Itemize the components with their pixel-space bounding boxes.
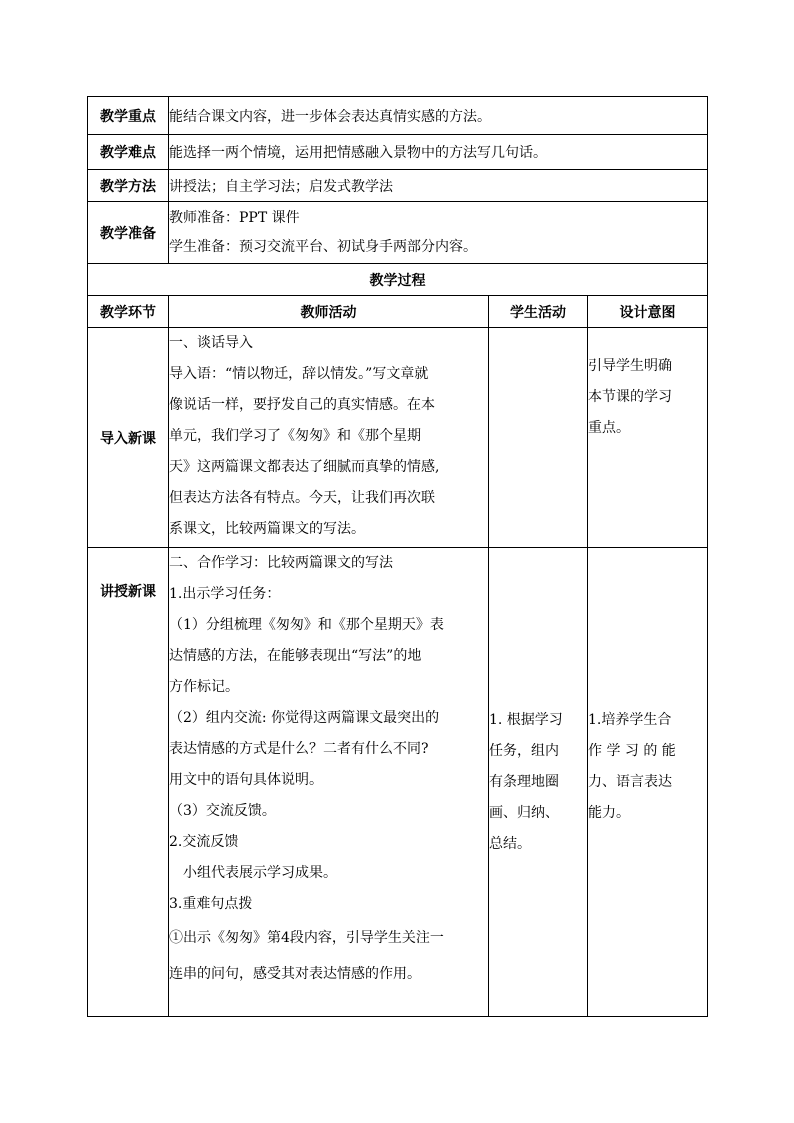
student-preparation: 学生准备：预习交流平台、初试身手两部分内容。 bbox=[169, 238, 477, 255]
text-line: 总结。 bbox=[489, 836, 531, 852]
row-process-title bbox=[88, 264, 708, 296]
text-line: 引导学生明确 bbox=[588, 358, 672, 374]
text-line: 连串的问句，感受其对表达情感的作用。 bbox=[169, 966, 421, 982]
intro-stage-label: 导入新课 bbox=[88, 328, 169, 548]
header-design-intent: 设计意图 bbox=[588, 296, 708, 328]
text-line: （1）分组梳理《匆匆》和《那个星期天》表 bbox=[169, 617, 444, 633]
text-line: 二、合作学习：比较两篇课文的写法 bbox=[169, 555, 393, 571]
text-line: 画、归纳、 bbox=[489, 805, 559, 821]
text-line: 3.重难句点拨 bbox=[169, 896, 253, 912]
text-line: 表达情感的方式是什么？二者有什么不同? bbox=[169, 741, 429, 757]
text-line: 本节课的学习 bbox=[588, 389, 672, 405]
teach-design-intent bbox=[588, 548, 708, 1017]
teach-stage-text: 讲授新课 bbox=[100, 584, 156, 600]
text-line: 达情感的方法，在能够表现出“写法”的地 bbox=[169, 648, 422, 664]
text-line: 导入语：“情以物迁，辞以情发。”写文章就 bbox=[169, 366, 429, 382]
text-line: 用文中的语句具体说明。 bbox=[169, 772, 323, 788]
intro-teacher-activity bbox=[169, 328, 489, 548]
text-line: 但表达方法各有特点。今天，让我们再次联 bbox=[169, 490, 435, 506]
teacher-preparation: 教师准备：PPT 课件 bbox=[169, 209, 300, 226]
text-line: 1.培养学生合 bbox=[588, 712, 672, 728]
row-column-headers bbox=[88, 296, 708, 328]
intro-design-intent bbox=[588, 328, 708, 548]
row-key-points bbox=[88, 97, 708, 135]
text-line: 1.出示学习任务： bbox=[169, 586, 281, 602]
row-preparation bbox=[88, 202, 708, 264]
text-line: 一、谈话导入 bbox=[169, 335, 253, 351]
methods-text: 讲授法；自主学习法；启发式教学法 bbox=[169, 170, 708, 202]
text-line: ①出示《匆匆》第4段内容，引导学生关注一 bbox=[169, 930, 444, 946]
text-line: （2）组内交流: 你觉得这两篇课文最突出的 bbox=[169, 710, 440, 726]
teach-teacher-activity bbox=[169, 548, 489, 1017]
difficulties-text: 能选择一两个情境，运用把情感融入景物中的方法写几句话。 bbox=[169, 135, 708, 170]
text-line: 作 学 习 的 能 bbox=[588, 743, 676, 759]
row-intro bbox=[88, 328, 708, 548]
text-line: 能力。 bbox=[588, 805, 630, 821]
row-methods bbox=[88, 170, 708, 202]
intro-student-activity bbox=[489, 328, 588, 548]
row-teaching bbox=[88, 548, 708, 1017]
text-line: 有条理地圈 bbox=[489, 774, 559, 790]
header-student-activity: 学生活动 bbox=[489, 296, 588, 328]
preparation-text bbox=[169, 202, 708, 264]
teach-student-activity bbox=[489, 548, 588, 1017]
text-line: 像说话一样，要抒发自己的真实情感。在本 bbox=[169, 397, 435, 413]
row-difficulties bbox=[88, 135, 708, 170]
text-line: 任务，组内 bbox=[489, 743, 559, 759]
difficulties-label: 教学难点 bbox=[88, 135, 169, 170]
text-line: 1. 根据学习 bbox=[489, 712, 563, 728]
methods-label: 教学方法 bbox=[88, 170, 169, 202]
header-stage: 教学环节 bbox=[88, 296, 169, 328]
text-line: 2.交流反馈 bbox=[169, 834, 239, 850]
text-line: 系课文，比较两篇课文的写法。 bbox=[169, 521, 365, 537]
text-line: 重点。 bbox=[588, 420, 630, 436]
text-line: 方作标记。 bbox=[169, 679, 239, 695]
lesson-plan-table bbox=[87, 96, 708, 1017]
key-points-text: 能结合课文内容，进一步体会表达真情实感的方法。 bbox=[169, 97, 708, 135]
key-points-label: 教学重点 bbox=[88, 97, 169, 135]
text-line: 力、语言表达 bbox=[588, 774, 672, 790]
text-line: 单元，我们学习了《匆匆》和《那个星期 bbox=[169, 428, 421, 444]
text-line: 天》这两篇课文都表达了细腻而真挚的情感, bbox=[169, 459, 440, 475]
teach-stage-label bbox=[88, 548, 169, 1017]
text-line: （3）交流反馈。 bbox=[169, 803, 276, 819]
preparation-label: 教学准备 bbox=[88, 202, 169, 264]
process-title: 教学过程 bbox=[88, 264, 708, 296]
text-line: 小组代表展示学习成果。 bbox=[169, 865, 337, 881]
header-teacher-activity: 教师活动 bbox=[169, 296, 489, 328]
